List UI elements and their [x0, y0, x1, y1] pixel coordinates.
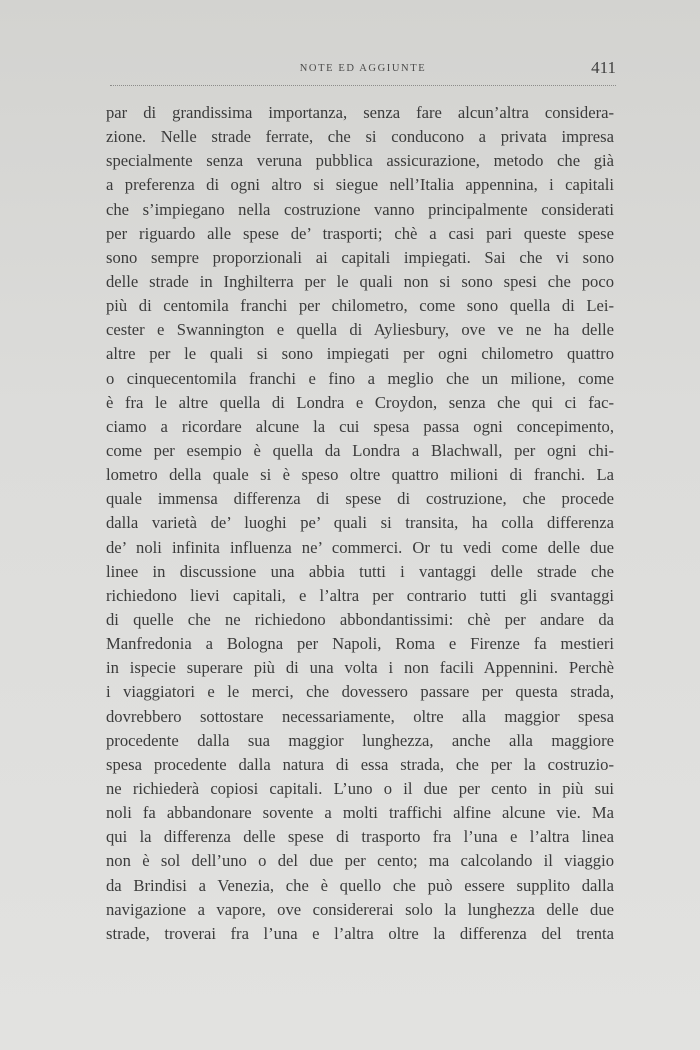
text-line: quale immensa differenza di spese di costruzione, che procede [106, 489, 614, 509]
header-rule [110, 85, 616, 86]
text-line: par di grandissima importanza, senza fare alcun’altra considera- [106, 103, 614, 122]
page-header [110, 58, 616, 88]
text-line: noli fa abbandonare sovente a molti traffichi alfine alcune vie. Ma [106, 803, 614, 823]
text-line: è fra le altre quella di Londra e Croydon, senza che qui ci fac- [106, 392, 614, 412]
text-line: qui la differenza delle spese di trasporto fra l’una e l’altra linea [106, 827, 614, 847]
text-line: procedente dalla sua maggior lunghezza, anche alla maggiore [106, 730, 614, 750]
text-line: linee in discussione una abbia tutti i vantaggi delle strade che [106, 561, 614, 581]
text-line: da Brindisi a Venezia, che è quello che può essere supplito dalla [106, 875, 614, 895]
text-line: zione. Nelle strade ferrate, che si conducono a privata impresa [106, 127, 614, 147]
text-line: i viaggiatori e le merci, che dovessero passare per questa strada, [106, 682, 614, 702]
text-line: o cinquecentomila franchi e fino a meglio che un milione, come [106, 368, 614, 388]
body-text [106, 101, 614, 946]
text-line: lometro della quale si è speso oltre quattro milioni di franchi. La [106, 465, 614, 485]
text-line: come per esempio è quella da Londra a Blachwall, per ogni chi- [106, 440, 614, 460]
text-line: specialmente senza veruna pubblica assicurazione, metodo che già [106, 151, 614, 171]
text-line: ne richiederà copiosi capitali. L’uno o il due per cento in più sui [106, 778, 614, 798]
text-line: in ispecie superare più di una volta i non facili Appennini. Perchè [106, 658, 614, 678]
text-line: Manfredonia a Bologna per Napoli, Roma e Firenze fa mestieri [106, 634, 614, 654]
text-line: navigazione a vapore, ove considererai solo la lunghezza delle due [106, 899, 614, 919]
text-line: sono sempre proporzionali ai capitali impiegati. Sai che vi sono [106, 247, 614, 267]
text-line: a preferenza di ogni altro si siegue nell’Italia appennina, i capitali [106, 175, 614, 195]
text-line: cester e Swannington e quella di Ayliesbury, ove ve ne ha delle [106, 320, 614, 340]
text-line: più di centomila franchi per chilometro, come sono quella di Lei- [106, 296, 614, 316]
text-line: richiedono lievi capitali, e l’altra per contrario tutti gli svantaggi [106, 585, 614, 605]
text-line: delle strade in Inghilterra per le quali non si sono spesi che poco [106, 271, 614, 291]
text-line: altre per le quali si sono impiegati per ogni chilometro quattro [106, 344, 614, 364]
text-line: ciamo a ricordare alcune la cui spesa passa ogni concepimento, [106, 416, 614, 436]
text-line: di quelle che ne richiedono abbondantissimi: chè per andare da [106, 609, 614, 629]
text-line: non è sol dell’uno o del due per cento; ma calcolando il viaggio [106, 851, 614, 871]
text-line: per riguardo alle spese de’ trasporti; chè a casi pari queste spese [106, 223, 614, 243]
page-number: 411 [591, 58, 616, 77]
text-line: che s’impiegano nella costruzione vanno principalmente considerati [106, 199, 614, 219]
text-line: strade, troverai fra l’una e l’altra oltre la differenza del trenta [106, 923, 614, 943]
running-head: NOTE ED AGGIUNTE [299, 63, 427, 74]
text-line: dalla varietà de’ luoghi pe’ quali si transita, ha colla differenza [106, 513, 614, 533]
text-line: de’ noli infinita influenza ne’ commerci. Or tu vedi come delle due [106, 537, 614, 557]
text-line: dovrebbero sottostare necessariamente, oltre alla maggior spesa [106, 706, 614, 726]
text-line: spesa procedente dalla natura di essa strada, che per la costruzio- [106, 754, 614, 774]
